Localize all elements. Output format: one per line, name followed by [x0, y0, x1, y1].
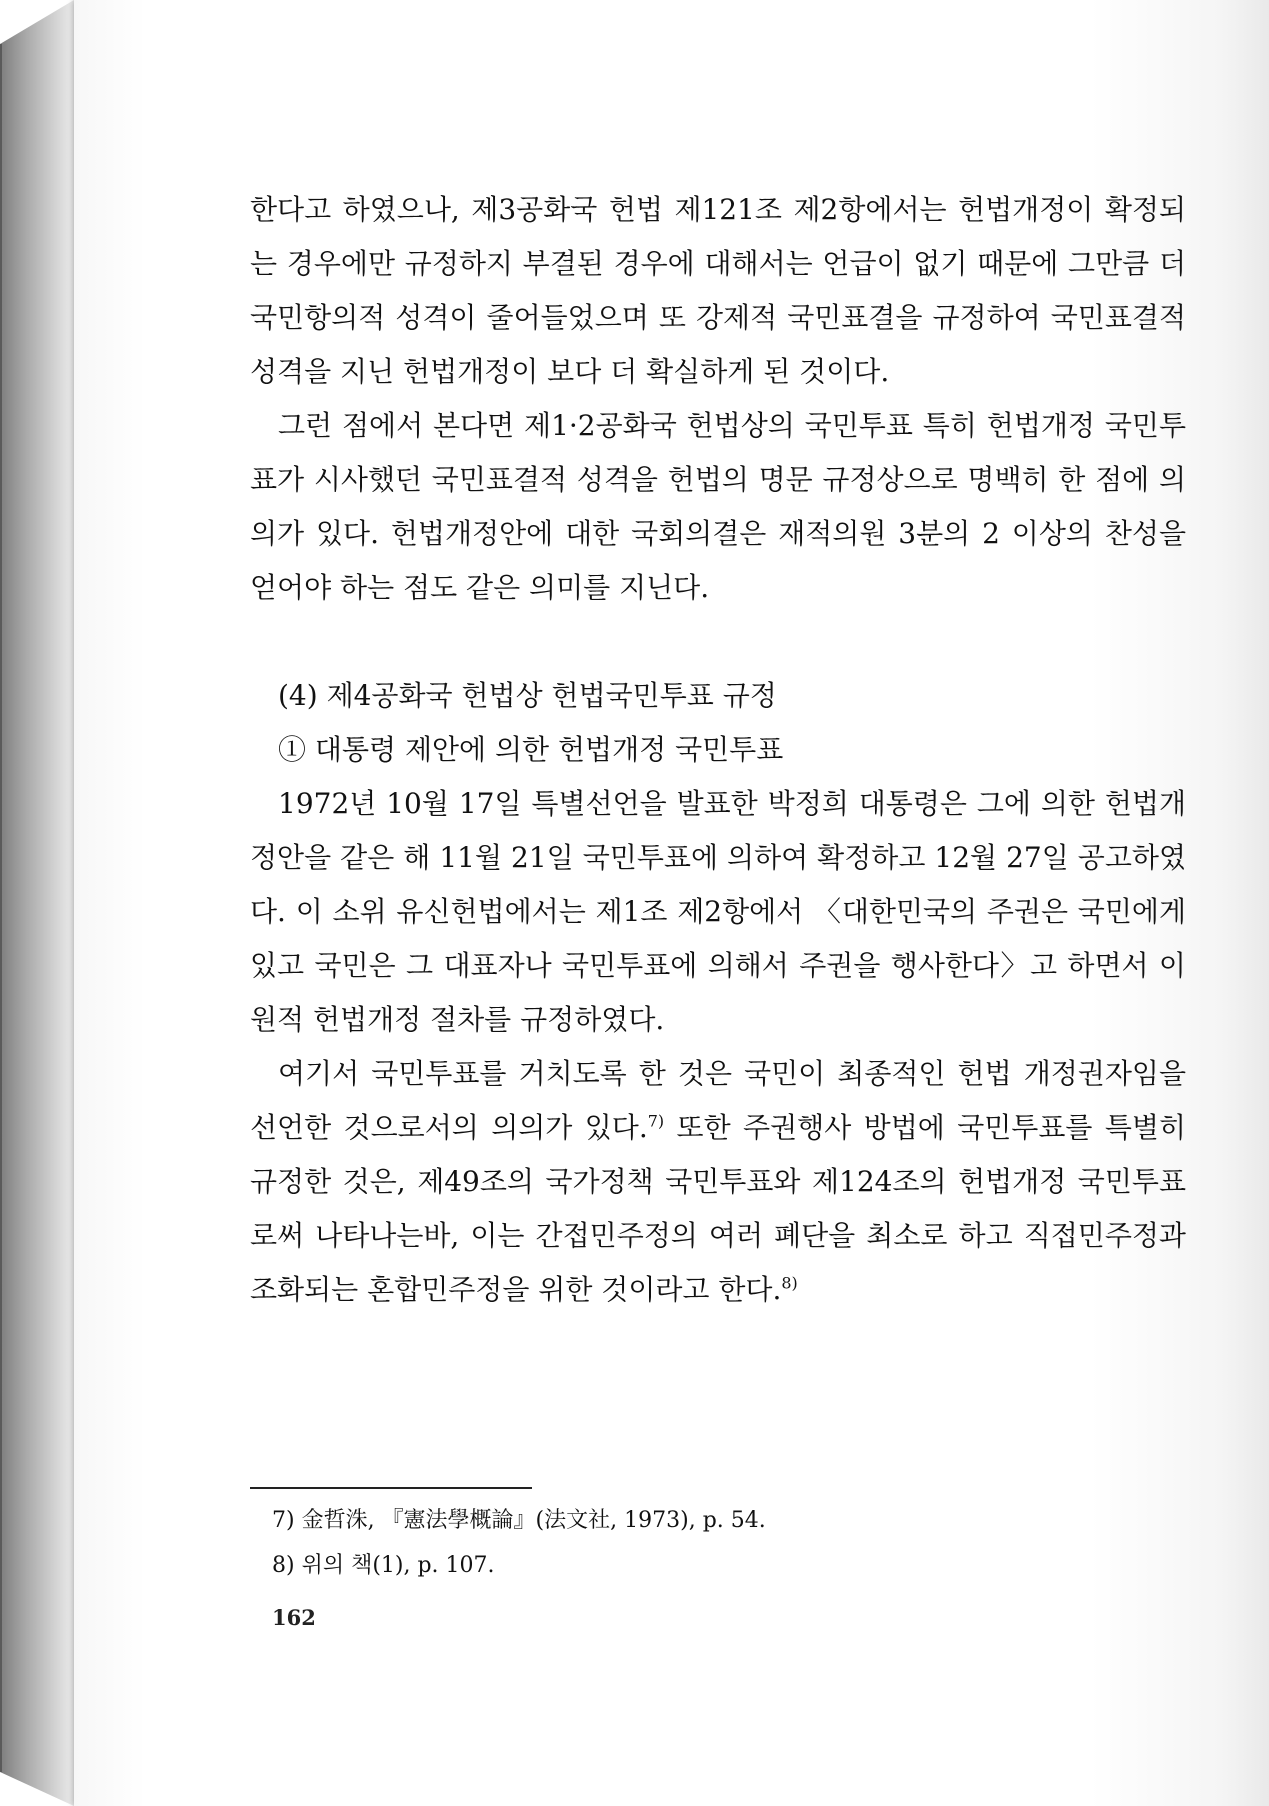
- footnote-ref-7: 7): [647, 1111, 665, 1131]
- footnote-8: 8) 위의 책(1), p. 107.: [272, 1553, 495, 1578]
- paragraph-4-part2: 또한 주권행사 방법에 국민투표를 특별히 규정한 것은, 제49조의 국가정책 국민투표와 제124조의 헌법개정 국민투표로써 나타나는바, 이는 간접민주정의 여러 폐단을 최소로 하고 직접민주정과 조화되는 혼합민주정을 위한 것이라고 한다.: [250, 1111, 1186, 1306]
- section-heading: (4) 제4공화국 헌법상 헌법국민투표 규정: [278, 679, 777, 712]
- paragraph-3: 1972년 10월 17일 특별선언을 발표한 박정희 대통령은 그에 의한 헌법개정안을 같은 해 11월 21일 국민투표에 의하여 확정하고 12월 27일 공고하였다. 이 소위 유신헌법에서는 제1조 제2항에서 〈대한민국의 주권은 국민에게 있고 국민은 그 대표자나 국민투표에 의해서 주권을 행사한다〉고 하면서 이원적 헌법개정 절차를 규정하였다.: [250, 787, 1186, 1036]
- body-text: [250, 183, 1186, 1317]
- footnote-ref-8: 8): [781, 1273, 798, 1293]
- paragraph-1: 한다고 하였으나, 제3공화국 헌법 제121조 제2항에서는 헌법개정이 확정되는 경우에만 규정하지 부결된 경우에 대해서는 언급이 없기 때문에 그만큼 더 국민항의적 성격이 줄어들었으며 또 강제적 국민표결을 규정하여 국민표결적 성격을 지닌 헌법개정이 보다 더 확실하게 된 것이다.: [250, 193, 1186, 388]
- book-page: [74, 0, 1269, 1806]
- book-edge-line: [0, 44, 2, 1772]
- footnotes: [272, 1498, 1112, 1588]
- book-page-edge: [0, 0, 74, 1806]
- page-number: 162: [272, 1605, 316, 1630]
- paragraph-4-part1: 여기서 국민투표를 거치도록 한 것은 국민이 최종적인 헌법 개정권자임을 선언한 것으로서의 의의가 있다.: [250, 1057, 1186, 1144]
- footnote-7: 7) 金哲洙, 『憲法學概論』(法文社, 1973), p. 54.: [272, 1508, 766, 1533]
- subsection-heading: ① 대통령 제안에 의한 헌법개정 국민투표: [278, 733, 784, 766]
- paragraph-2: 그런 점에서 본다면 제1·2공화국 헌법상의 국민투표 특히 헌법개정 국민투표가 시사했던 국민표결적 성격을 헌법의 명문 규정상으로 명백히 한 점에 의의가 있다. 헌법개정안에 대한 국회의결은 재적의원 3분의 2 이상의 찬성을 얻어야 하는 점도 같은 의미를 지닌다.: [250, 409, 1186, 604]
- footnote-separator: [250, 1487, 532, 1489]
- paragraph-4: [250, 1047, 1186, 1317]
- section-gap: [250, 615, 1186, 669]
